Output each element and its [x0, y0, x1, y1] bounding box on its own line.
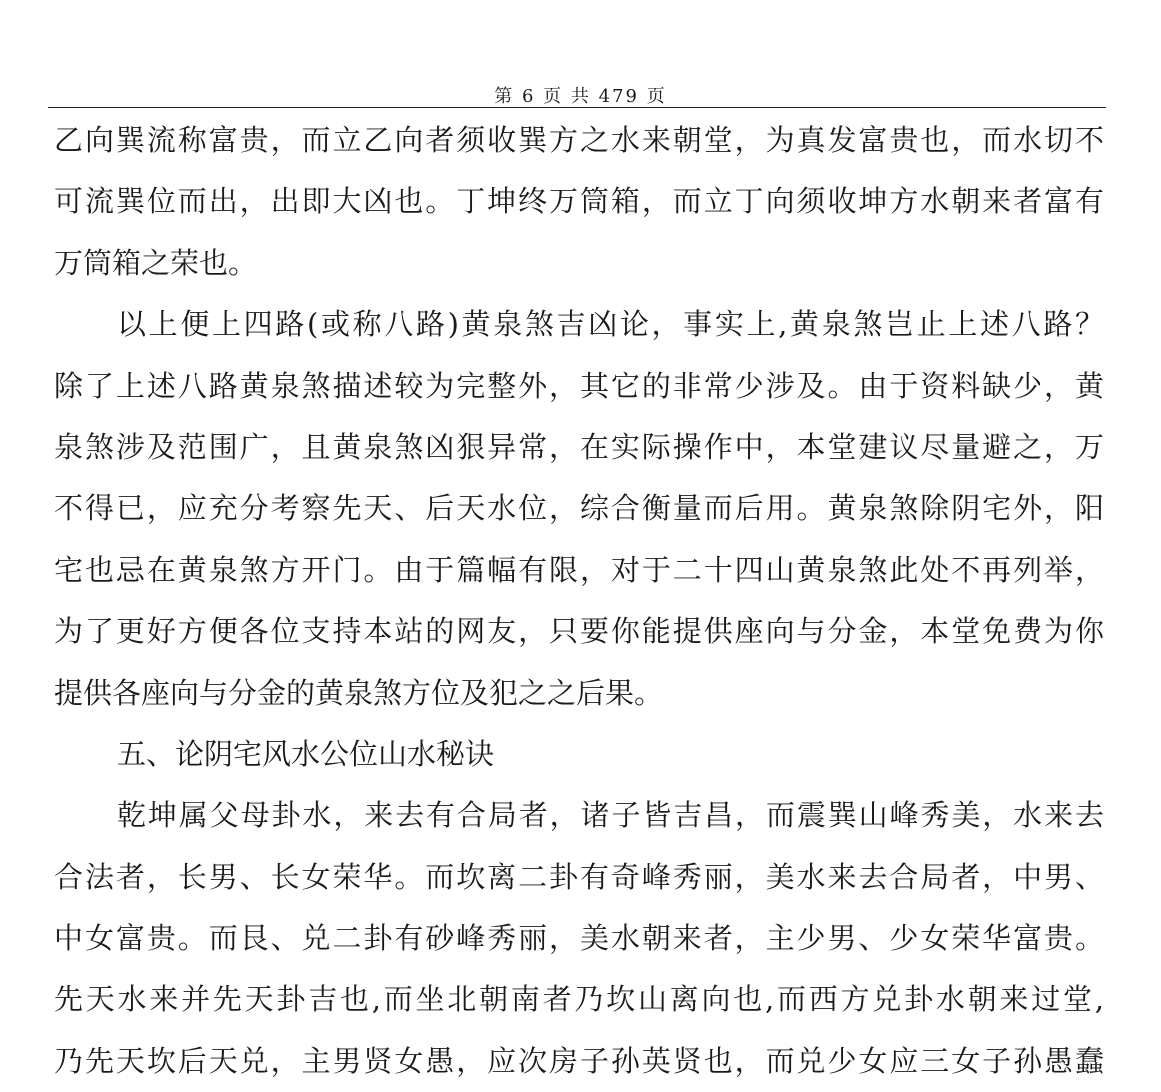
- text-line: 万筒箱之荣也。: [54, 245, 258, 280]
- text-line: 乃先天坎后天兑，主男贤女愚，应次房子孙英贤也，而兑少女应三女子孙愚蠢: [54, 1043, 1104, 1078]
- text-line: 乾坤属父母卦水，来去有合局者，诸子皆吉昌，而震巽山峰秀美，水来去: [117, 798, 1104, 833]
- section-heading: 五、论阴宅风水公位山水秘诀: [117, 736, 495, 771]
- text-line: 乙向巽流称富贵，而立乙向者须收巽方之水来朝堂，为真发富贵也，而水切不: [54, 123, 1104, 157]
- text-line: 以上便上四路(或称八路)黄泉煞吉凶论，事实上,黄泉煞岂止上述八路？: [117, 307, 1104, 342]
- text-line: 先天水来并先天卦吉也,而坐北朝南者乃坎山离向也,而西方兑卦水朝来过堂,: [54, 982, 1104, 1017]
- text-line: 不得已，应充分考察先天、后天水位，综合衡量而后用。黄泉煞除阴宅外，阳: [54, 491, 1104, 526]
- text-line: 提供各座向与分金的黄泉煞方位及犯之之后果。: [54, 675, 664, 710]
- text-line: 可流巽位而出，出即大凶也。丁坤终万筒箱，而立丁向须收坤方水朝来者富有: [54, 184, 1104, 219]
- page-number-header: 第 6 页 共 479 页: [494, 86, 667, 107]
- text-line: 宅也忌在黄泉煞方开门。由于篇幅有限，对于二十四山黄泉煞此处不再列举，: [54, 552, 1104, 587]
- text-line: 合法者，长男、长女荣华。而坎离二卦有奇峰秀丽，美水来去合局者，中男、: [54, 859, 1104, 894]
- text-line: 中女富贵。而艮、兑二卦有砂峰秀丽，美水朝来者，主少男、少女荣华富贵。: [54, 921, 1104, 956]
- header-rule: [48, 107, 1106, 108]
- text-line: 泉煞涉及范围广，且黄泉煞凶狠异常，在实际操作中，本堂建议尽量避之，万: [54, 429, 1104, 464]
- text-line: 除了上述八路黄泉煞描述较为完整外，其它的非常少涉及。由于资料缺少，黄: [54, 368, 1104, 403]
- body-text: [54, 110, 1104, 1092]
- text-line: 为了更好方便各位支持本站的网友，只要你能提供座向与分金，本堂免费为你: [54, 614, 1104, 649]
